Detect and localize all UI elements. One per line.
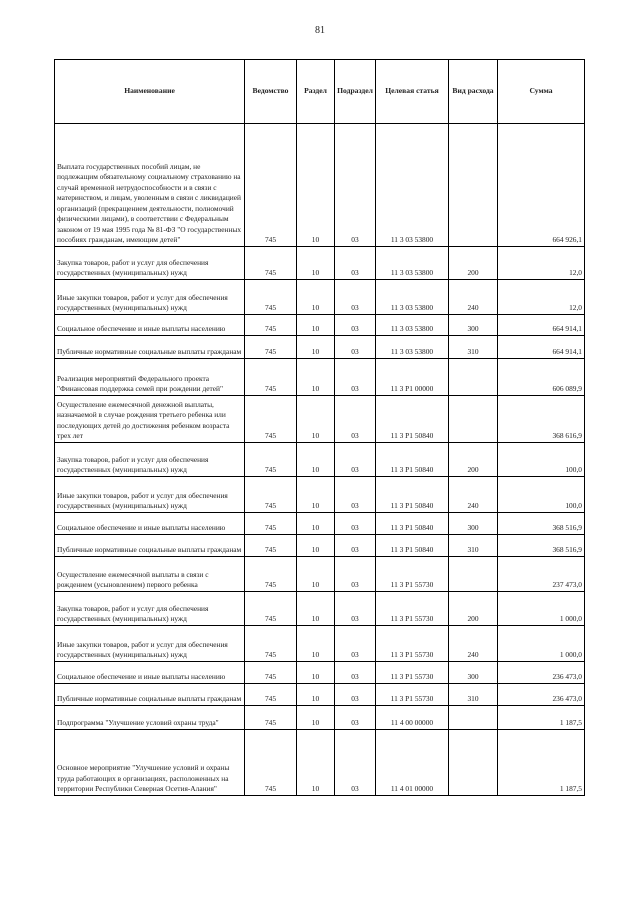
row-name: Публичные нормативные социальные выплаты гражданам (55, 336, 245, 359)
row-sum: 100,0 (498, 443, 585, 477)
row-sum: 1 187,5 (498, 730, 585, 796)
row-vid (449, 359, 498, 396)
table-row (55, 443, 585, 477)
row-podrazdel: 03 (335, 396, 376, 443)
row-ved: 745 (245, 662, 297, 684)
row-sum: 12,0 (498, 280, 585, 315)
table-row (55, 626, 585, 662)
row-sum: 236 473,0 (498, 662, 585, 684)
row-sum: 606 089,9 (498, 359, 585, 396)
page-number: 81 (315, 25, 325, 36)
row-ved: 745 (245, 124, 297, 247)
row-razdel: 10 (297, 396, 335, 443)
row-podrazdel: 03 (335, 247, 376, 280)
header-name: Наименование (55, 60, 245, 124)
row-podrazdel: 03 (335, 626, 376, 662)
table-row (55, 535, 585, 557)
table-row (55, 359, 585, 396)
row-razdel: 10 (297, 557, 335, 592)
row-vid: 310 (449, 336, 498, 359)
row-vid (449, 706, 498, 730)
row-podrazdel: 03 (335, 336, 376, 359)
table-body (55, 124, 585, 796)
row-name: Социальное обеспечение и иные выплаты населению (55, 662, 245, 684)
row-vid: 300 (449, 315, 498, 336)
row-podrazdel: 03 (335, 684, 376, 706)
row-podrazdel: 03 (335, 443, 376, 477)
row-cel: 11 3 P1 50840 (376, 443, 449, 477)
table-row (55, 684, 585, 706)
row-name: Иные закупки товаров, работ и услуг для обеспечения государственных (муниципальных) нужд (55, 626, 245, 662)
row-razdel: 10 (297, 684, 335, 706)
row-name: Социальное обеспечение и иные выплаты населению (55, 513, 245, 535)
row-sum: 237 473,0 (498, 557, 585, 592)
row-vid: 200 (449, 443, 498, 477)
row-sum: 368 516,9 (498, 513, 585, 535)
row-razdel: 10 (297, 535, 335, 557)
row-podrazdel: 03 (335, 730, 376, 796)
row-name: Публичные нормативные социальные выплаты гражданам (55, 684, 245, 706)
row-sum: 1 000,0 (498, 592, 585, 626)
row-ved: 745 (245, 280, 297, 315)
row-name: Социальное обеспечение и иные выплаты населению (55, 315, 245, 336)
row-name: Иные закупки товаров, работ и услуг для обеспечения государственных (муниципальных) нужд (55, 280, 245, 315)
row-ved: 745 (245, 626, 297, 662)
table-row (55, 592, 585, 626)
row-ved: 745 (245, 359, 297, 396)
row-ved: 745 (245, 396, 297, 443)
row-podrazdel: 03 (335, 359, 376, 396)
row-podrazdel: 03 (335, 662, 376, 684)
row-name: Реализация мероприятий Федерального проекта "Финансовая поддержка семей при рождении детей" (55, 359, 245, 396)
table-header-row (55, 60, 585, 124)
row-sum: 368 616,9 (498, 396, 585, 443)
row-cel: 11 4 01 00000 (376, 730, 449, 796)
row-cel: 11 3 P1 55730 (376, 557, 449, 592)
row-vid: 200 (449, 247, 498, 280)
row-razdel: 10 (297, 626, 335, 662)
row-vid: 300 (449, 513, 498, 535)
row-sum: 236 473,0 (498, 684, 585, 706)
row-sum: 100,0 (498, 477, 585, 513)
table-row (55, 280, 585, 315)
row-vid (449, 730, 498, 796)
row-cel: 11 3 P1 50840 (376, 396, 449, 443)
row-name: Основное мероприятие "Улучшение условий и охраны труда работающих в организациях, расположенных на территории Республики Северная Осетия-Алания" (55, 730, 245, 796)
row-sum: 664 926,1 (498, 124, 585, 247)
table-row (55, 730, 585, 796)
row-cel: 11 3 P1 55730 (376, 684, 449, 706)
row-name: Закупка товаров, работ и услуг для обеспечения государственных (муниципальных) нужд (55, 247, 245, 280)
row-podrazdel: 03 (335, 315, 376, 336)
row-vid: 240 (449, 477, 498, 513)
table-row (55, 247, 585, 280)
row-razdel: 10 (297, 443, 335, 477)
row-razdel: 10 (297, 592, 335, 626)
row-ved: 745 (245, 247, 297, 280)
row-vid: 200 (449, 592, 498, 626)
table-row (55, 396, 585, 443)
row-cel: 11 3 P1 55730 (376, 626, 449, 662)
row-name: Выплата государственных пособий лицам, не подлежащим обязательному социальному страхованию на случай временной нетрудоспособности и в связи с материнством, и лицам, уволенным в связи с ликвидацией организаций (прекращением деятельности, полномочий физическими лицами), в соответствии с Федеральным законом от 19 мая 1995 года № 81-ФЗ "О государственных пособиях гражданам, имеющим детей" (55, 124, 245, 247)
row-ved: 745 (245, 592, 297, 626)
header-ved: Ведомство (245, 60, 297, 124)
row-ved: 745 (245, 513, 297, 535)
row-cel: 11 3 03 53800 (376, 315, 449, 336)
row-cel: 11 3 P1 55730 (376, 592, 449, 626)
row-sum: 664 914,1 (498, 315, 585, 336)
header-vid: Вид расхода (449, 60, 498, 124)
row-name: Подпрограмма "Улучшение условий охраны труда" (55, 706, 245, 730)
row-ved: 745 (245, 557, 297, 592)
header-sum: Сумма (498, 60, 585, 124)
row-name: Иные закупки товаров, работ и услуг для обеспечения государственных (муниципальных) нужд (55, 477, 245, 513)
row-razdel: 10 (297, 477, 335, 513)
row-cel: 11 3 P1 55730 (376, 662, 449, 684)
row-razdel: 10 (297, 662, 335, 684)
table-row (55, 513, 585, 535)
row-vid (449, 557, 498, 592)
row-razdel: 10 (297, 280, 335, 315)
row-podrazdel: 03 (335, 280, 376, 315)
table-row (55, 315, 585, 336)
row-ved: 745 (245, 477, 297, 513)
row-cel: 11 3 P1 50840 (376, 513, 449, 535)
row-vid (449, 124, 498, 247)
row-sum: 368 516,9 (498, 535, 585, 557)
row-cel: 11 3 P1 50840 (376, 477, 449, 513)
row-cel: 11 4 00 00000 (376, 706, 449, 730)
row-name: Осуществление ежемесячной выплаты в связи с рождением (усыновлением) первого ребенка (55, 557, 245, 592)
row-ved: 745 (245, 706, 297, 730)
row-vid: 300 (449, 662, 498, 684)
row-razdel: 10 (297, 513, 335, 535)
row-vid: 310 (449, 535, 498, 557)
row-razdel: 10 (297, 247, 335, 280)
row-sum: 664 914,1 (498, 336, 585, 359)
row-cel: 11 3 03 53800 (376, 124, 449, 247)
row-ved: 745 (245, 730, 297, 796)
row-cel: 11 3 03 53800 (376, 336, 449, 359)
row-ved: 745 (245, 684, 297, 706)
row-cel: 11 3 03 53800 (376, 247, 449, 280)
budget-table (54, 59, 585, 796)
row-podrazdel: 03 (335, 557, 376, 592)
row-razdel: 10 (297, 124, 335, 247)
row-vid: 240 (449, 280, 498, 315)
row-vid: 240 (449, 626, 498, 662)
row-podrazdel: 03 (335, 706, 376, 730)
table-row (55, 477, 585, 513)
row-razdel: 10 (297, 359, 335, 396)
row-name: Публичные нормативные социальные выплаты гражданам (55, 535, 245, 557)
row-cel: 11 3 P1 50840 (376, 535, 449, 557)
table-row (55, 706, 585, 730)
row-ved: 745 (245, 443, 297, 477)
header-podrazdel: Подраздел (335, 60, 376, 124)
row-ved: 745 (245, 535, 297, 557)
row-ved: 745 (245, 315, 297, 336)
row-sum: 12,0 (498, 247, 585, 280)
row-cel: 11 3 P1 00000 (376, 359, 449, 396)
row-cel: 11 3 03 53800 (376, 280, 449, 315)
row-razdel: 10 (297, 730, 335, 796)
row-sum: 1 187,5 (498, 706, 585, 730)
row-razdel: 10 (297, 315, 335, 336)
row-vid: 310 (449, 684, 498, 706)
row-vid (449, 396, 498, 443)
header-cel: Целевая статья (376, 60, 449, 124)
row-podrazdel: 03 (335, 513, 376, 535)
row-podrazdel: 03 (335, 592, 376, 626)
row-podrazdel: 03 (335, 124, 376, 247)
row-razdel: 10 (297, 336, 335, 359)
row-razdel: 10 (297, 706, 335, 730)
row-podrazdel: 03 (335, 535, 376, 557)
row-name: Осуществление ежемесячной денежной выплаты, назначаемой в случае рождения третьего ребенка или последующих детей до достижения ребенком возраста трех лет (55, 396, 245, 443)
table-row (55, 124, 585, 247)
header-razdel: Раздел (297, 60, 335, 124)
row-name: Закупка товаров, работ и услуг для обеспечения государственных (муниципальных) нужд (55, 592, 245, 626)
row-ved: 745 (245, 336, 297, 359)
table-row (55, 662, 585, 684)
row-podrazdel: 03 (335, 477, 376, 513)
row-sum: 1 000,0 (498, 626, 585, 662)
table-row (55, 557, 585, 592)
row-name: Закупка товаров, работ и услуг для обеспечения государственных (муниципальных) нужд (55, 443, 245, 477)
table-row (55, 336, 585, 359)
